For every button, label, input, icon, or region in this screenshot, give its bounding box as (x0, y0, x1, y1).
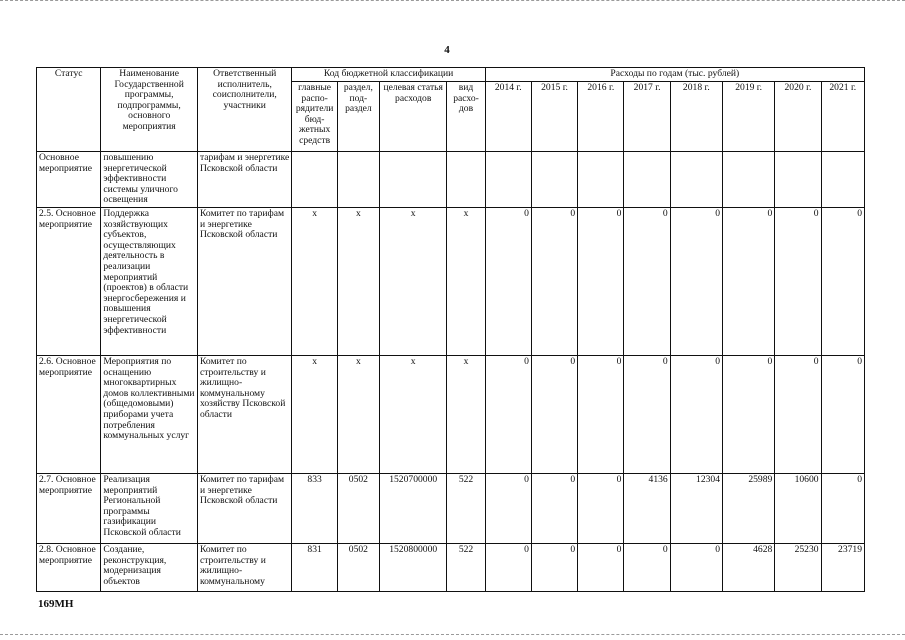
row-value: 0 (670, 543, 722, 591)
header-rzpr: раздел, под-раздел (337, 82, 379, 152)
row-value (624, 152, 670, 208)
table-row (37, 207, 865, 355)
row-executor: Комитет по тарифам и энергетике Псковской области (197, 473, 292, 543)
row-status: Основное мероприятие (37, 152, 101, 208)
row-value: 0 (485, 473, 531, 543)
header-year: 2019 г. (723, 82, 775, 152)
table-row (37, 355, 865, 473)
row-grbs: 831 (292, 543, 337, 591)
row-value (531, 152, 577, 208)
page-number: 4 (444, 44, 450, 56)
row-rzpr (337, 152, 379, 208)
row-value: 0 (578, 355, 624, 473)
header-year: 2014 г. (485, 82, 531, 152)
row-value: 0 (531, 473, 577, 543)
row-csr (380, 152, 447, 208)
row-value (775, 152, 821, 208)
header-vr: вид расхо-дов (447, 82, 485, 152)
header-name: Наименование Государственной программы, подпрограммы, основного мероприятия (101, 68, 198, 152)
row-grbs: x (292, 207, 337, 355)
row-csr: 1520700000 (380, 473, 447, 543)
row-value: 0 (821, 473, 864, 543)
header-executor: Ответственный исполнитель, соисполнители, участники (197, 68, 292, 152)
row-value (485, 152, 531, 208)
row-rzpr: 0502 (337, 543, 379, 591)
row-value: 0 (821, 355, 864, 473)
row-vr: x (447, 355, 485, 473)
row-value: 0 (531, 543, 577, 591)
row-executor: Комитет по строительству и жилищно-коммунальному (197, 543, 292, 591)
row-grbs (292, 152, 337, 208)
header-year: 2017 г. (624, 82, 670, 152)
row-name: повышению энергетической эффективности системы уличного освещения (101, 152, 198, 208)
row-value: 10600 (775, 473, 821, 543)
header-grbs: главные распо-рядители бюд-жетных средств (292, 82, 337, 152)
row-grbs: 833 (292, 473, 337, 543)
row-name: Поддержка хозяйствующих субъектов, осуществляющих деятельность в реализации мероприятий (проектов) в области энергосбережения и повышения энергетической эффективности (101, 207, 198, 355)
header-csr: целевая статья расходов (380, 82, 447, 152)
row-name: Создание, реконструкция, модернизация объектов (101, 543, 198, 591)
row-vr: 522 (447, 473, 485, 543)
row-value (578, 152, 624, 208)
header-budget-code: Код бюджетной классификации (292, 68, 485, 82)
table-row (37, 543, 865, 591)
row-value (723, 152, 775, 208)
row-value: 0 (670, 207, 722, 355)
row-executor: Комитет по строительству и жилищно-коммунальному хозяйству Псковской области (197, 355, 292, 473)
row-value: 0 (775, 355, 821, 473)
row-status: 2.7. Основное мероприятие (37, 473, 101, 543)
scan-edge-bottom (0, 634, 905, 638)
row-value: 4136 (624, 473, 670, 543)
row-status: 2.8. Основное мероприятие (37, 543, 101, 591)
row-value: 0 (485, 207, 531, 355)
header-status: Статус (37, 68, 101, 152)
row-grbs: x (292, 355, 337, 473)
row-value: 0 (578, 207, 624, 355)
row-value: 0 (531, 355, 577, 473)
row-value: 25989 (723, 473, 775, 543)
row-value: 0 (723, 355, 775, 473)
header-year: 2021 г. (821, 82, 864, 152)
row-csr: x (380, 207, 447, 355)
row-value: 0 (578, 543, 624, 591)
row-rzpr: 0502 (337, 473, 379, 543)
table-row (37, 152, 865, 208)
row-vr: 522 (447, 543, 485, 591)
row-value: 0 (531, 207, 577, 355)
row-value: 25230 (775, 543, 821, 591)
row-value: 0 (670, 355, 722, 473)
row-name: Реализация мероприятий Региональной программы газификации Псковской области (101, 473, 198, 543)
row-rzpr: x (337, 355, 379, 473)
row-name: Мероприятия по оснащению многоквартирных домов коллективными (общедомовыми) приборами учета потребления коммунальных услуг (101, 355, 198, 473)
row-value: 0 (624, 207, 670, 355)
row-value: 0 (821, 207, 864, 355)
row-value: 4628 (723, 543, 775, 591)
row-value: 0 (775, 207, 821, 355)
header-year: 2016 г. (578, 82, 624, 152)
row-value (670, 152, 722, 208)
row-executor: Комитет по тарифам и энергетике Псковской области (197, 207, 292, 355)
row-vr: x (447, 207, 485, 355)
table-row (37, 473, 865, 543)
header-expenses: Расходы по годам (тыс. рублей) (485, 68, 864, 82)
row-value: 0 (723, 207, 775, 355)
row-value: 23719 (821, 543, 864, 591)
row-value: 0 (485, 355, 531, 473)
row-status: 2.6. Основное мероприятие (37, 355, 101, 473)
row-rzpr: x (337, 207, 379, 355)
header-year: 2020 г. (775, 82, 821, 152)
header-year: 2018 г. (670, 82, 722, 152)
row-csr: 1520800000 (380, 543, 447, 591)
scan-edge-top (0, 0, 905, 4)
header-year: 2015 г. (531, 82, 577, 152)
document-code: 169МН (38, 598, 74, 610)
row-value: 0 (578, 473, 624, 543)
row-status: 2.5. Основное мероприятие (37, 207, 101, 355)
row-executor: тарифам и энергетике Псковской области (197, 152, 292, 208)
row-value: 0 (624, 543, 670, 591)
budget-table (36, 67, 865, 592)
row-csr: x (380, 355, 447, 473)
row-value: 0 (485, 543, 531, 591)
row-value: 0 (624, 355, 670, 473)
row-value: 12304 (670, 473, 722, 543)
row-value (821, 152, 864, 208)
row-vr (447, 152, 485, 208)
